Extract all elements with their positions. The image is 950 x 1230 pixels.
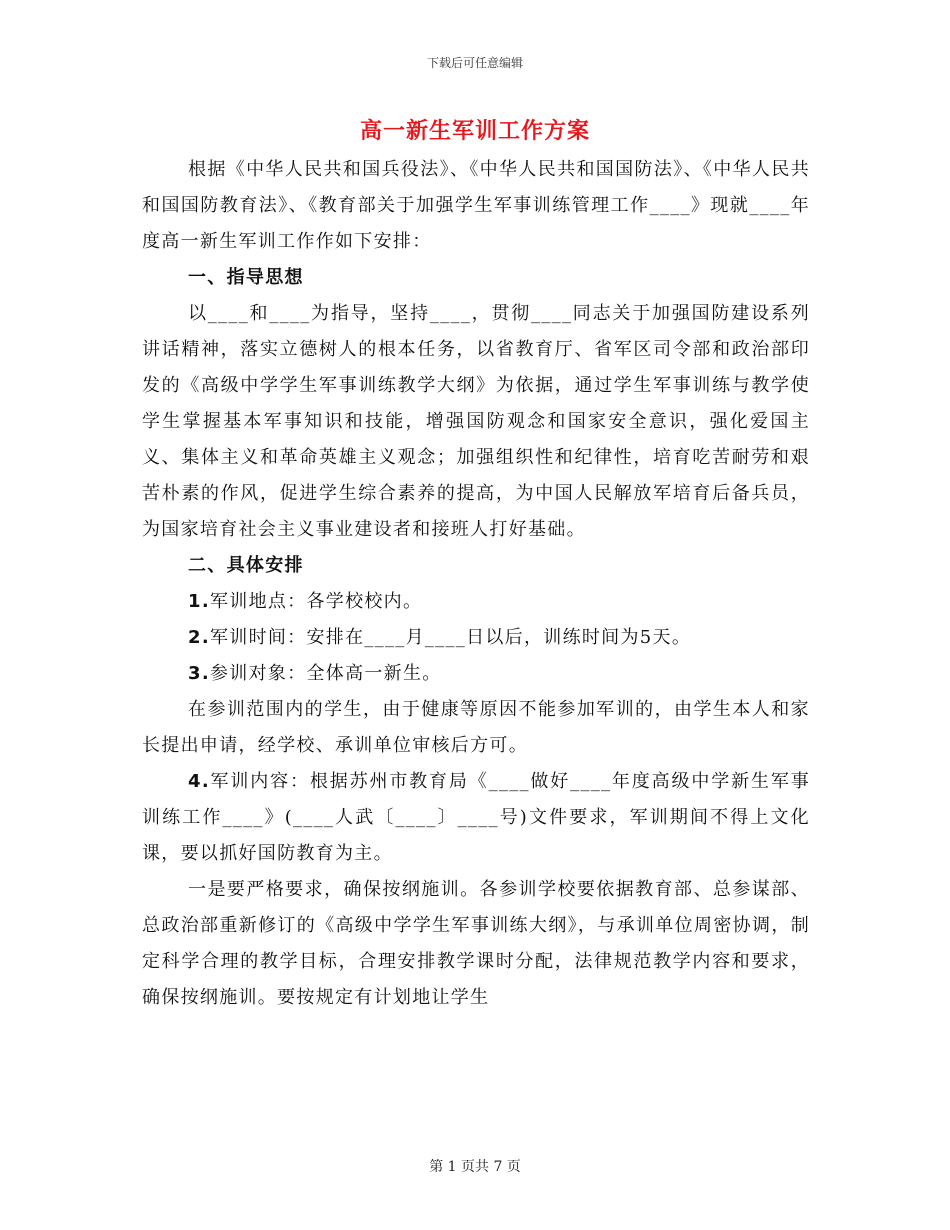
item-text: 军训时间：安排在____月____日以后，训练时间为5天。 [209, 627, 692, 648]
item-number: 2. [188, 627, 210, 648]
item-participants [142, 656, 810, 692]
section-heading-arrangements: 二、具体安排 [188, 555, 304, 576]
item-time [142, 620, 810, 656]
header-note: 下载后可任意编辑 [426, 56, 523, 70]
item-number: 4. [188, 771, 210, 792]
item-number: 1. [188, 591, 210, 612]
item-number: 3. [188, 663, 210, 684]
document-body [142, 152, 810, 1016]
page-footer: 第 1 页共 7 页 [429, 1159, 521, 1175]
item-text: 参训对象：全体高一新生。 [209, 663, 442, 684]
intro-paragraph: 根据《中华人民共和国兵役法》、《中华人民共和国国防法》、《中华人民共和国国防教育法》、《教育部关于加强学生军事训练管理工作____》现就____年度高一新生军训工作作如下安排： [142, 159, 810, 252]
item-text: 军训内容：根据苏州市教育局《____做好____年度高级中学新生军事训练工作____》(____人武〔____〕____号)文件要求，军训期间不得上文化课，要以抓好国防教育为主。 [142, 771, 810, 864]
item-text: 军训地点：各学校校内。 [209, 591, 423, 612]
item-location [142, 584, 810, 620]
item-content [142, 764, 810, 872]
participants-note-paragraph: 在参训范围内的学生，由于健康等原因不能参加军训的，由学生本人和家长提出申请，经学校、承训单位审核后方可。 [142, 699, 810, 756]
section-heading-guiding-ideology: 一、指导思想 [188, 267, 304, 288]
point-one-paragraph: 一是要严格要求，确保按纲施训。各参训学校要依据教育部、总参谋部、总政治部重新修订的《高级中学学生军事训练大纲》，与承训单位周密协调，制定科学合理的教学目标，合理安排教学课时分配，法律规范教学内容和要求，确保按纲施训。要按规定有计划地让学生 [142, 879, 810, 1008]
document-title: 高一新生军训工作方案 [359, 118, 590, 144]
guiding-ideology-paragraph: 以____和____为指导，坚持____，贯彻____同志关于加强国防建设系列讲话精神，落实立德树人的根本任务，以省教育厅、省军区司令部和政治部印发的《高级中学学生军事训练教学大纲》为依据，通过学生军事训练与教学使学生掌握基本军事知识和技能，增强国防观念和国家安全意识，强化爱国主义、集体主义和革命英雄主义观念；加强组织性和纪律性，培育吃苦耐劳和艰苦朴素的作风，促进学生综合素养的提高，为中国人民解放军培育后备兵员，为国家培育社会主义事业建设者和接班人打好基础。 [142, 303, 810, 540]
